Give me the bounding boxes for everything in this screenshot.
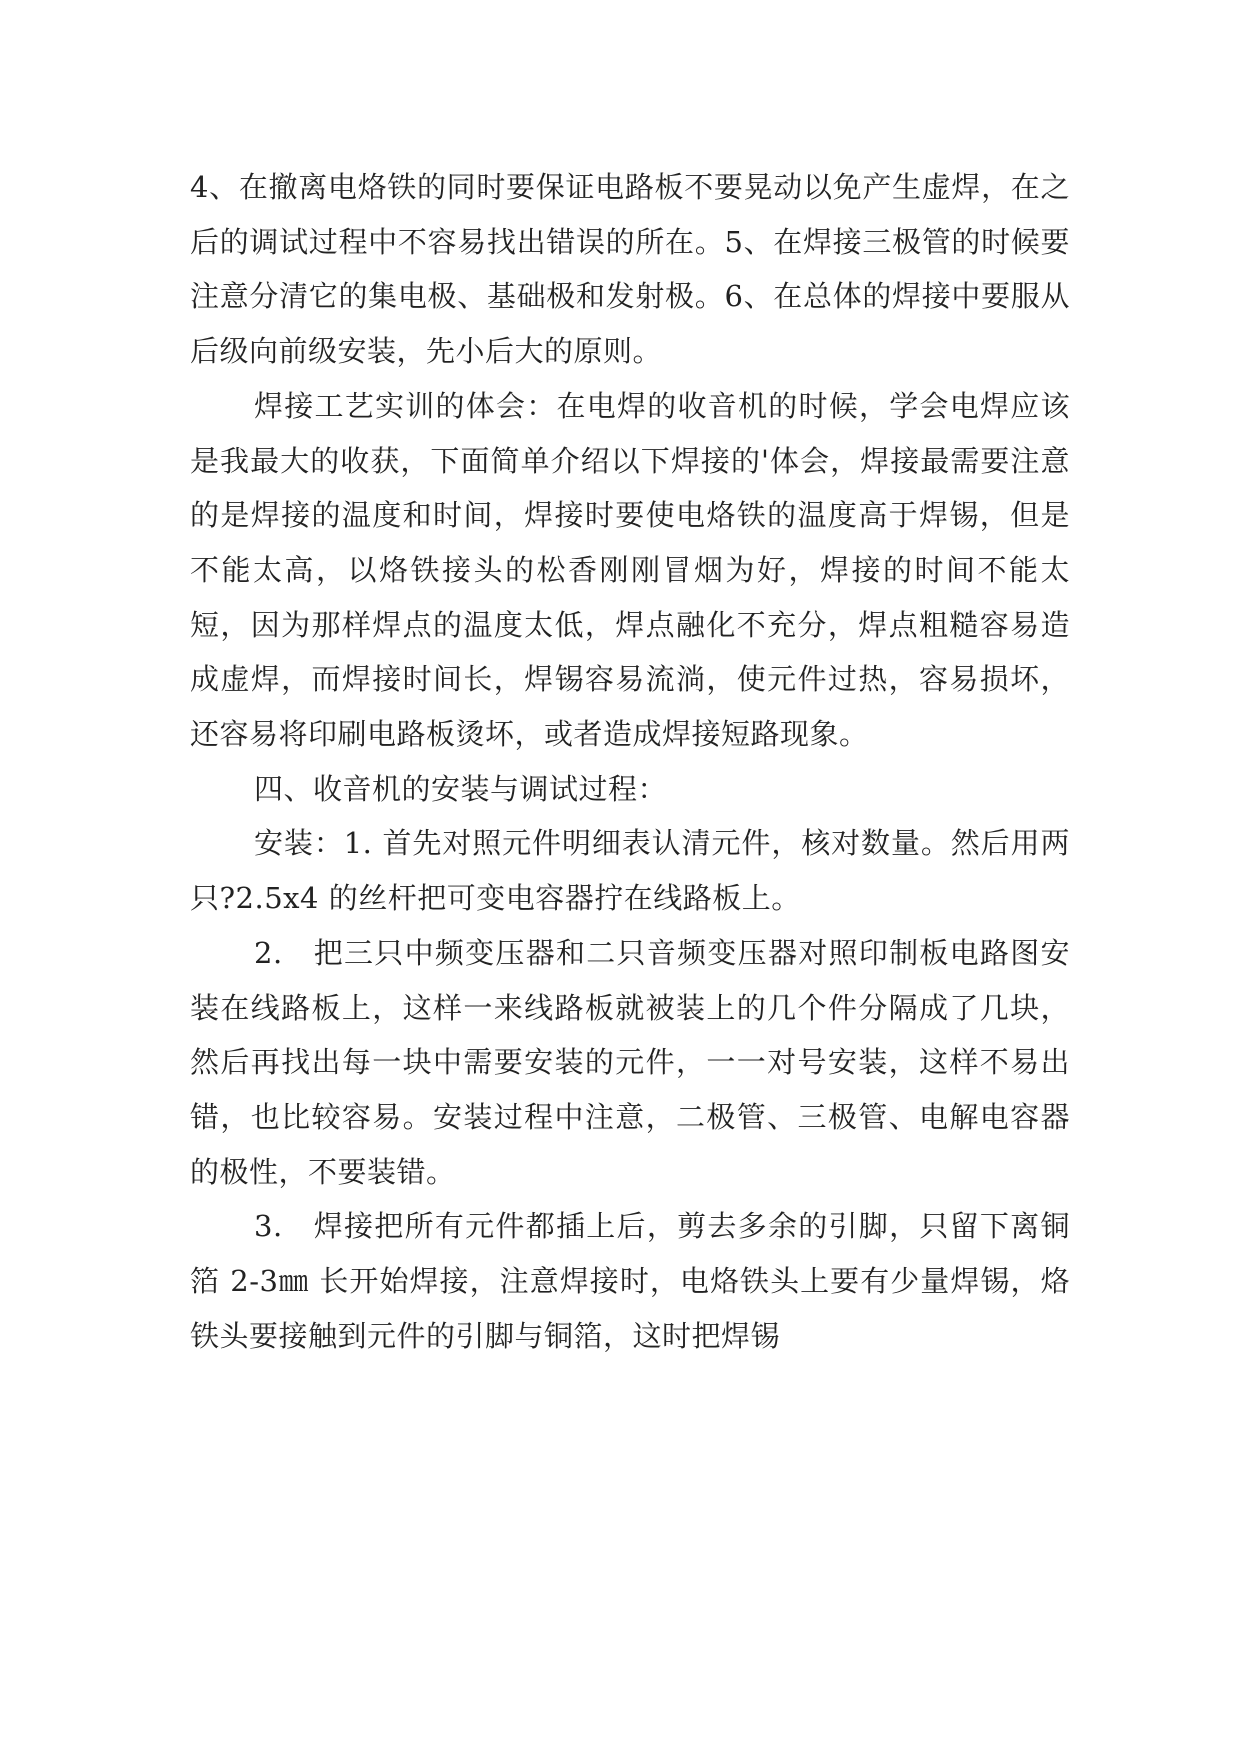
- paragraph-5: 2. 把三只中频变压器和二只音频变压器对照印制板电路图安装在线路板上，这样一来线路板就被装上的几个件分隔成了几块，然后再找出每一块中需要安装的元件，一一对号安装，这样不易出错，也比较容易。安装过程中注意，二极管、三极管、电解电容器的极性，不要装错。: [190, 935, 1070, 1189]
- paragraph-4: 安装：1. 首先对照元件明细表认清元件，核对数量。然后用两只?2.5x4 的丝杆把可变电容器拧在线路板上。: [190, 826, 1070, 916]
- paragraph-2: 焊接工艺实训的体会：在电焊的收音机的时候，学会电焊应该是我最大的收获，下面简单介绍以下焊接的'体会，焊接最需要注意的是焊接的温度和时间，焊接时要使电烙铁的温度高于焊锡，但是不能太高，以烙铁接头的松香刚刚冒烟为好，焊接的时间不能太短，因为那样焊点的温度太低，焊点融化不充分，焊点粗糙容易造成虚焊，而焊接时间长，焊锡容易流淌，使元件过热，容易损坏，还容易将印刷电路板烫坏，或者造成焊接短路现象。: [190, 388, 1070, 752]
- paragraph-6: 3. 焊接把所有元件都插上后，剪去多余的引脚，只留下离铜箔 2-3㎜ 长开始焊接，注意焊接时，电烙铁头上要有少量焊锡，烙铁头要接触到元件的引脚与铜箔，这时把焊锡: [190, 1209, 1070, 1353]
- document-body: [190, 160, 1070, 1363]
- paragraph-1: 4、在撤离电烙铁的同时要保证电路板不要晃动以免产生虚焊，在之后的调试过程中不容易找出错误的所在。5、在焊接三极管的时候要注意分清它的集电极、基础极和发射极。6、在总体的焊接中要服从后级向前级安装，先小后大的原则。: [190, 170, 1070, 369]
- paragraph-3: 四、收音机的安装与调试过程：: [254, 771, 668, 806]
